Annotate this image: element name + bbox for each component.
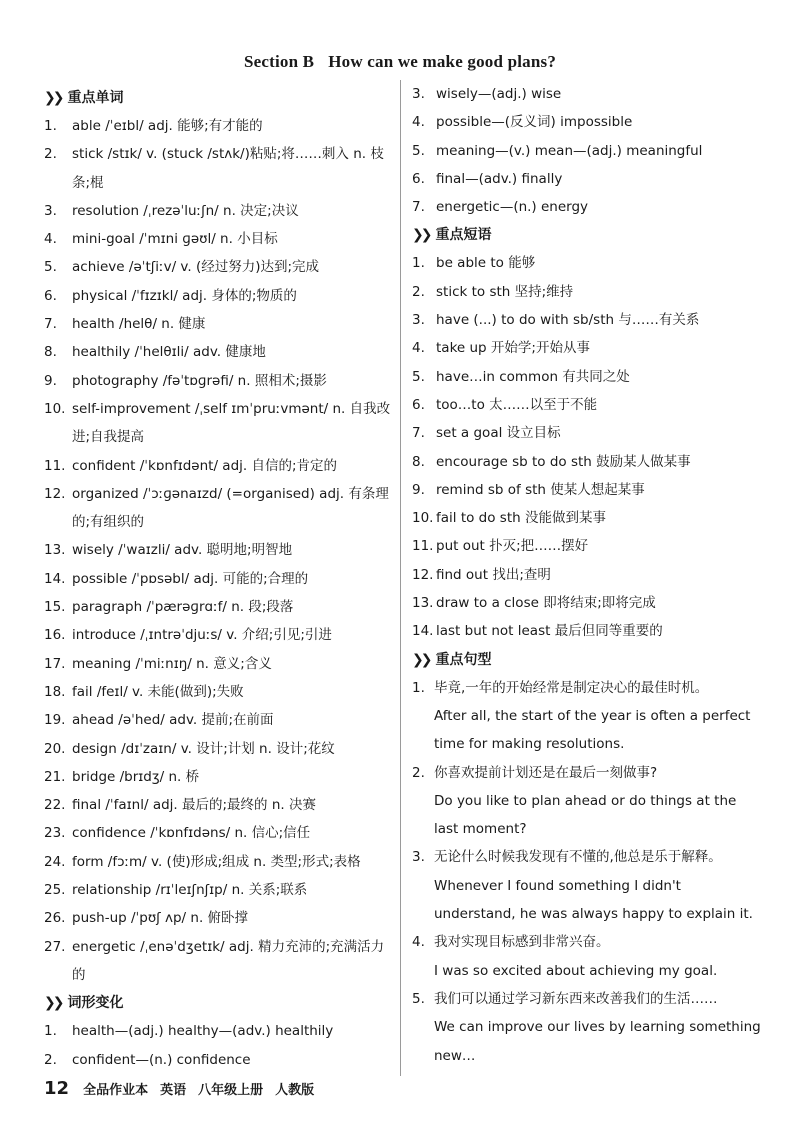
book-name: 全品作业本	[83, 1083, 149, 1098]
item-text: take up 开始学;开始从事	[436, 340, 590, 357]
wordforms-list-continued	[412, 80, 762, 221]
item-text: meaning—(v.) mean—(adj.) meaningful	[436, 142, 703, 159]
item-text: bridge /brɪdʒ/ n. 桥	[72, 768, 200, 785]
item-number: 7.	[412, 425, 425, 442]
item-text: confidence /ˈkɒnfɪdəns/ n. 信心;信任	[72, 825, 311, 842]
wordforms-heading	[44, 992, 394, 1014]
item-text: confident /ˈkɒnfɪdənt/ adj. 自信的;肯定的	[72, 457, 338, 474]
phrases-heading-label: 重点短语	[435, 227, 492, 244]
item-text: stick /stɪk/ v. (stuck /stʌk/)粘贴;将……刺入 n. 枝条;棍	[72, 146, 384, 191]
item-number: 27.	[44, 938, 66, 955]
vocab-item	[44, 225, 394, 253]
wordform-item	[44, 1046, 394, 1074]
item-number: 6.	[412, 170, 425, 187]
item-text: organized /ˈɔːɡənaɪzd/ (=organised) adj. 有条理的;有组织的	[72, 485, 389, 531]
subject-name: 英语	[160, 1083, 187, 1098]
item-number: 21.	[44, 768, 66, 785]
sentence-item	[412, 843, 762, 928]
item-text: resolution /ˌrezəˈluːʃn/ n. 决定;决议	[72, 202, 299, 219]
vocab-item	[44, 621, 394, 649]
item-number: 8.	[44, 344, 57, 361]
sentences-heading-label: 重点句型	[435, 651, 492, 668]
item-number: 7.	[44, 316, 57, 333]
phrase-item	[412, 306, 762, 334]
item-text: put out 扑灭;把……摆好	[436, 538, 589, 555]
item-number: 1.	[412, 255, 425, 272]
item-text: ahead /əˈhed/ adv. 提前;在前面	[72, 712, 274, 729]
item-number: 14.	[412, 623, 434, 640]
item-text: too…to 太……以至于不能	[436, 396, 598, 413]
sentence-chinese: 我们可以通过学习新东西来改善我们的生活……	[434, 990, 718, 1007]
vocab-item	[44, 480, 394, 537]
item-number: 18.	[44, 683, 66, 700]
sentence-text	[434, 843, 762, 928]
phrase-item	[412, 617, 762, 645]
item-number: 17.	[44, 655, 66, 672]
page-title	[0, 52, 800, 72]
item-number: 1.	[412, 679, 425, 696]
phrase-item	[412, 278, 762, 306]
vocab-item	[44, 819, 394, 847]
sentences-heading	[412, 649, 762, 671]
item-text: wisely—(adj.) wise	[436, 86, 562, 102]
sentence-item	[412, 985, 762, 1070]
item-text: energetic /ˌenəˈdʒetɪk/ adj. 精力充沛的;充满活力的	[72, 938, 385, 983]
wordform-item	[412, 80, 762, 108]
item-text: mini-goal /ˈmɪni ɡəʊl/ n. 小目标	[72, 231, 278, 248]
item-text: fail /feɪl/ v. 未能(做到);失败	[72, 683, 244, 700]
wordform-item	[412, 165, 762, 193]
item-number: 20.	[44, 740, 66, 757]
item-number: 4.	[412, 340, 425, 357]
item-text: physical /ˈfɪzɪkl/ adj. 身体的;物质的	[72, 287, 297, 304]
vocab-item	[44, 253, 394, 281]
vocab-item	[44, 904, 394, 932]
item-number: 25.	[44, 882, 66, 899]
sentence-item	[412, 759, 762, 844]
item-number: 5.	[412, 990, 425, 1007]
item-text: encourage sb to do sth 鼓励某人做某事	[436, 453, 691, 470]
item-number: 16.	[44, 627, 66, 644]
item-number: 3.	[412, 86, 425, 102]
item-number: 2.	[44, 1051, 57, 1068]
item-text: final—(adv.) finally	[436, 170, 563, 187]
sentence-chinese: 毕竟,一年的开始经常是制定决心的最佳时机。	[434, 679, 709, 696]
item-text: able /ˈeɪbl/ adj. 能够;有才能的	[72, 118, 263, 134]
item-text: remind sb of sth 使某人想起某事	[436, 481, 645, 498]
item-number: 22.	[44, 797, 66, 814]
item-text: wisely /ˈwaɪzli/ adv. 聪明地;明智地	[72, 542, 293, 559]
wordform-item	[412, 137, 762, 165]
vocab-item	[44, 763, 394, 791]
item-text: last but not least 最后但同等重要的	[436, 623, 663, 640]
chevron-icon: ❯❯	[412, 227, 430, 244]
vocab-item	[44, 593, 394, 621]
item-number: 9.	[44, 372, 57, 389]
item-number: 11.	[44, 457, 66, 474]
section-topic: How can we make good plans?	[328, 52, 557, 71]
item-text: health—(adj.) healthy—(adv.) healthily	[72, 1023, 334, 1040]
item-number: 8.	[412, 453, 425, 470]
item-number: 7.	[412, 199, 425, 216]
sentence-text	[434, 928, 762, 985]
page-footer	[44, 1078, 326, 1099]
phrase-item	[412, 249, 762, 277]
vocab-item	[44, 678, 394, 706]
item-number: 4.	[412, 114, 425, 131]
sentence-item	[412, 674, 762, 759]
wordform-item	[412, 108, 762, 136]
vocab-item	[44, 565, 394, 593]
item-number: 6.	[412, 396, 425, 413]
item-text: find out 找出;查明	[436, 566, 551, 583]
section-label: Section B	[243, 52, 315, 71]
item-number: 13.	[412, 595, 434, 612]
vocab-item	[44, 367, 394, 395]
item-number: 9.	[412, 481, 425, 498]
item-number: 12.	[44, 485, 66, 502]
item-text: stick to sth 坚持;维持	[436, 283, 574, 300]
item-number: 5.	[412, 368, 425, 385]
item-number: 3.	[412, 312, 425, 329]
vocab-item	[44, 140, 394, 197]
vocab-item	[44, 848, 394, 876]
item-number: 23.	[44, 825, 66, 842]
vocab-item	[44, 452, 394, 480]
sentence-chinese: 我对实现目标感到非常兴奋。	[434, 934, 610, 951]
sentence-text	[434, 985, 762, 1070]
item-number: 1.	[44, 1023, 57, 1040]
phrase-item	[412, 476, 762, 504]
item-text: healthily /ˈhelθɪli/ adv. 健康地	[72, 344, 266, 361]
left-column	[44, 84, 394, 1074]
phrases-list	[412, 249, 762, 645]
item-text: possible /ˈpɒsəbl/ adj. 可能的;合理的	[72, 570, 309, 587]
item-number: 10.	[44, 400, 66, 417]
column-divider	[400, 80, 401, 1076]
sentence-english: I was so excited about achieving my goal.	[434, 962, 718, 979]
item-number: 6.	[44, 287, 57, 304]
item-number: 14.	[44, 570, 66, 587]
phrase-item	[412, 334, 762, 362]
vocab-heading	[44, 87, 394, 109]
item-number: 2.	[44, 146, 57, 163]
item-text: introduce /ˌɪntrəˈdjuːs/ v. 介绍;引见;引进	[72, 627, 332, 644]
sentence-chinese: 无论什么时候我发现有不懂的,他总是乐于解释。	[434, 849, 722, 866]
vocab-item	[44, 876, 394, 904]
sentence-text	[434, 759, 762, 844]
vocab-item	[44, 282, 394, 310]
item-text: be able to 能够	[436, 255, 536, 272]
sentence-item	[412, 928, 762, 985]
phrase-item	[412, 448, 762, 476]
item-text: confident—(n.) confidence	[72, 1051, 251, 1068]
item-number: 24.	[44, 853, 66, 870]
item-text: have…in common 有共同之处	[436, 368, 630, 385]
page-number: 12	[44, 1078, 70, 1099]
vocab-item	[44, 650, 394, 678]
item-text: possible—(反义词) impossible	[436, 114, 633, 131]
phrase-item	[412, 391, 762, 419]
vocab-item	[44, 338, 394, 366]
wordform-item	[44, 1017, 394, 1045]
phrases-heading	[412, 224, 762, 246]
vocab-item	[44, 933, 394, 990]
item-text: form /fɔːm/ v. (使)形成;组成 n. 类型;形式;表格	[72, 853, 361, 870]
item-number: 19.	[44, 712, 66, 729]
item-number: 26.	[44, 910, 66, 927]
item-text: photography /fəˈtɒɡrəfi/ n. 照相术;摄影	[72, 372, 327, 389]
sentence-english: Whenever I found something I didn't understand, he was always happy to explain it.	[434, 877, 753, 923]
chevron-icon: ❯❯	[412, 651, 430, 668]
item-text: paragraph /ˈpærəɡrɑːf/ n. 段;段落	[72, 599, 294, 616]
chevron-icon: ❯❯	[44, 90, 62, 106]
sentence-english: We can improve our lives by learning something new…	[434, 1019, 761, 1064]
vocab-heading-label: 重点单词	[67, 90, 124, 106]
item-number: 4.	[44, 231, 57, 248]
item-text: design /dɪˈzaɪn/ v. 设计;计划 n. 设计;花纹	[72, 740, 335, 757]
item-number: 12.	[412, 566, 434, 583]
grade-name: 八年级上册	[198, 1083, 264, 1098]
sentence-english: Do you like to plan ahead or do things at the last moment?	[434, 792, 737, 838]
item-text: meaning /ˈmiːnɪŋ/ n. 意义;含义	[72, 655, 272, 672]
right-column	[412, 80, 762, 1070]
phrase-item	[412, 561, 762, 589]
item-number: 2.	[412, 764, 425, 781]
vocab-item	[44, 112, 394, 140]
item-number: 3.	[44, 202, 57, 219]
item-text: achieve /əˈtʃiːv/ v. (经过努力)达到;完成	[72, 259, 320, 276]
item-text: energetic—(n.) energy	[436, 199, 589, 216]
item-number: 3.	[412, 849, 425, 866]
item-text: set a goal 设立目标	[436, 425, 561, 442]
sentence-text	[434, 674, 762, 759]
phrase-item	[412, 419, 762, 447]
item-text: fail to do sth 没能做到某事	[436, 510, 606, 527]
chevron-icon: ❯❯	[44, 995, 62, 1012]
item-text: draw to a close 即将结束;即将完成	[436, 595, 656, 612]
vocab-item	[44, 536, 394, 564]
vocab-item	[44, 735, 394, 763]
item-text: have (...) to do with sb/sth 与……有关系	[436, 312, 700, 329]
vocab-item	[44, 197, 394, 225]
wordform-item	[412, 193, 762, 221]
item-text: self-improvement /ˌself ɪmˈpruːvmənt/ n. 自我改进;自我提高	[72, 400, 391, 446]
phrase-item	[412, 363, 762, 391]
vocab-list	[44, 112, 394, 989]
item-number: 10.	[412, 510, 434, 527]
item-number: 1.	[44, 118, 57, 134]
sentence-english: After all, the start of the year is often a perfect time for making resolutions.	[434, 707, 751, 753]
wordforms-list	[44, 1017, 394, 1074]
item-number: 13.	[44, 542, 66, 559]
vocab-item	[44, 791, 394, 819]
item-text: push-up /ˈpʊʃ ʌp/ n. 俯卧撑	[72, 910, 249, 927]
item-text: health /helθ/ n. 健康	[72, 316, 206, 333]
phrase-item	[412, 504, 762, 532]
item-number: 5.	[44, 259, 57, 276]
wordforms-heading-label: 词形变化	[67, 995, 124, 1012]
item-number: 11.	[412, 538, 434, 555]
item-number: 4.	[412, 934, 425, 951]
item-text: relationship /rɪˈleɪʃnʃɪp/ n. 关系;联系	[72, 882, 308, 899]
vocab-item	[44, 395, 394, 452]
phrase-item	[412, 532, 762, 560]
item-text: final /ˈfaɪnl/ adj. 最后的;最终的 n. 决赛	[72, 797, 316, 814]
phrase-item	[412, 589, 762, 617]
item-number: 15.	[44, 599, 66, 616]
vocab-item	[44, 310, 394, 338]
edition-name: 人教版	[275, 1083, 315, 1098]
item-number: 5.	[412, 142, 425, 159]
sentence-chinese: 你喜欢提前计划还是在最后一刻做事?	[434, 764, 658, 781]
sentences-list	[412, 674, 762, 1070]
item-number: 2.	[412, 283, 425, 300]
vocab-item	[44, 706, 394, 734]
